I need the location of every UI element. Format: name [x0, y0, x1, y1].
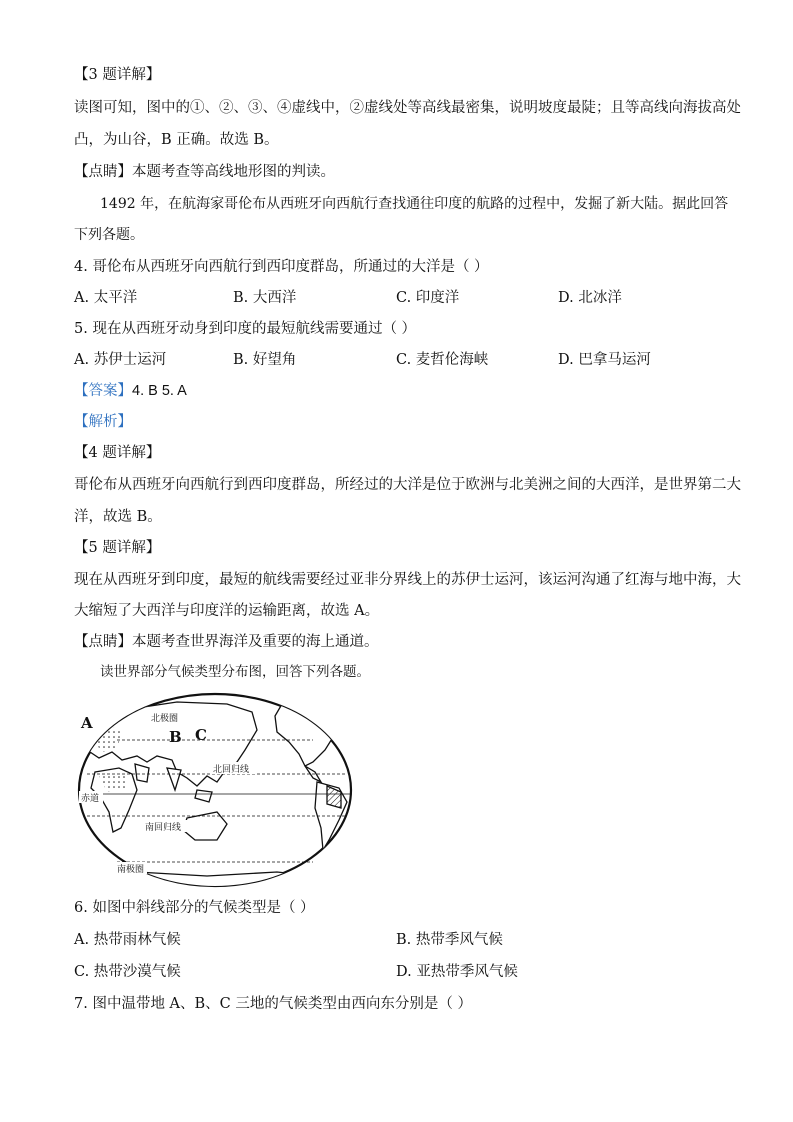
analysis-label: 【解析】 — [74, 414, 132, 430]
region-c-label: C — [195, 726, 207, 744]
tropic-north-label: 北回归线 — [213, 765, 250, 775]
section4-heading: 【4 题详解】 — [74, 445, 161, 461]
section5-paragraph-line2: 大缩短了大西洋与印度洋的运输距离，故选 A。 — [74, 603, 380, 619]
question-4-option-b: B. 大西洋 — [233, 290, 297, 306]
section3-heading: 【3 题详解】 — [74, 67, 161, 83]
section4-paragraph-line1: 哥伦布从西班牙向西航行到西印度群岛，所经过的大洋是位于欧洲与北美洲之间的大西洋，是世界第二大 — [74, 477, 741, 493]
equator-label: 赤道 — [81, 794, 100, 804]
section4-paragraph-line2: 洋，故选 B。 — [74, 509, 162, 525]
question-6-option-d: D. 亚热带季风气候 — [396, 964, 518, 980]
answer-line — [74, 381, 187, 401]
region-a-label: A — [81, 714, 93, 732]
section3-paragraph-line1: 读图可知，图中的①、②、③、④虚线中，②虚线处等高线最密集，说明坡度最陡；且等高线向海拔高处 — [74, 100, 741, 116]
section5-heading: 【5 题详解】 — [74, 540, 161, 556]
region-b-label: B — [169, 728, 182, 746]
map-intro: 读世界部分气候类型分布图，回答下列各题。 — [100, 664, 370, 680]
question-4-stem: 4. 哥伦布从西班牙向西航行到西印度群岛，所通过的大洋是（ ） — [74, 259, 489, 275]
question-7-stem: 7. 图中温带地 A、B、C 三地的气候类型由西向东分别是（ ） — [74, 996, 472, 1012]
arctic-circle-label: 北极圈 — [151, 714, 179, 724]
answer-text: 4. B 5. A — [132, 383, 187, 399]
antarctic-circle-label: 南极圈 — [117, 865, 145, 875]
question-4-option-d: D. 北冰洋 — [558, 290, 622, 306]
question-6-stem: 6. 如图中斜线部分的气候类型是（ ） — [74, 900, 315, 916]
tropic-south-label: 南回归线 — [145, 823, 182, 833]
answer-label: 【答案】 — [74, 383, 132, 399]
section5-note: 【点睛】本题考查世界海洋及重要的海上通道。 — [74, 634, 379, 650]
question-5-stem: 5. 现在从西班牙动身到印度的最短航线需要通过（ ） — [74, 321, 417, 337]
question-4-option-c: C. 印度洋 — [396, 290, 460, 306]
question-6-option-c: C. 热带沙漠气候 — [74, 964, 181, 980]
question-6-option-a: A. 热带雨林气候 — [74, 932, 181, 948]
question-4-option-a: A. 太平洋 — [74, 290, 138, 306]
question-6-option-b: B. 热带季风气候 — [396, 932, 503, 948]
question-5-option-b: B. 好望角 — [233, 352, 297, 368]
question-5-option-c: C. 麦哲伦海峡 — [396, 352, 489, 368]
question-5-option-a: A. 苏伊士运河 — [74, 352, 167, 368]
section5-paragraph-line1: 现在从西班牙到印度，最短的航线需要经过亚非分界线上的苏伊士运河，该运河沟通了红海与地中海，大 — [74, 572, 741, 588]
intro-line2: 下列各题。 — [74, 227, 144, 243]
intro-line1: 1492 年，在航海家哥伦布从西班牙向西航行查找通往印度的航路的过程中，发掘了新大陆。据此回答 — [100, 196, 729, 212]
world-climate-map — [77, 690, 353, 888]
question-5-option-d: D. 巴拿马运河 — [558, 352, 651, 368]
section3-note: 【点睛】本题考查等高线地形图的判读。 — [74, 164, 335, 180]
section3-paragraph-line2: 凸，为山谷，B 正确。故选 B。 — [74, 132, 279, 148]
